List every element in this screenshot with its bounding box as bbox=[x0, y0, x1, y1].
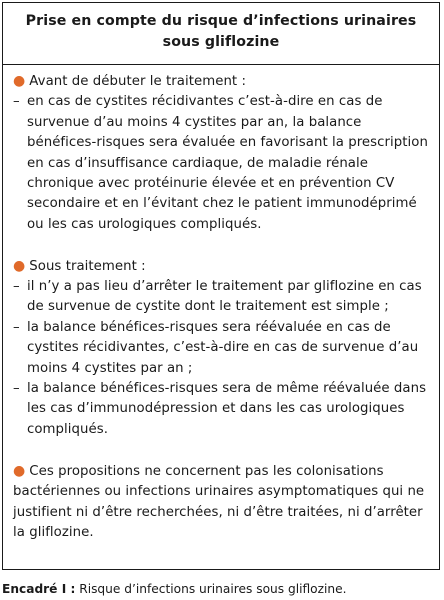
list-item-text: en cas de cystites récidivantes c’est-à-dire en cas de survenue d’au moins 4 cystites par an, la balance bénéfices-risques sera évaluée en favorisant la prescription en cas d’insuffisance cardiaque, de maladie rénale chronique avec protéinurie élevée et en prévention CV secondaire et en l’évitant chez le patient immunodéprimé ou les cas urologiques compliqués. bbox=[27, 94, 428, 232]
section-note-text: Ces propositions ne concernent pas les colonisations bactériennes ou infections urinaires asymptomatiques qui ne justifient ni d’être recherchées, ni d’être traitées, ni d’arrêter la gliflozine. bbox=[13, 463, 425, 540]
section-note-paragraph bbox=[13, 461, 433, 544]
figure-caption bbox=[2, 581, 347, 597]
dash-icon: – bbox=[13, 319, 20, 335]
info-box bbox=[2, 2, 440, 570]
dash-icon: – bbox=[13, 279, 20, 295]
bullet-icon: ● bbox=[13, 257, 26, 274]
list-item-text: la balance bénéfices-risques sera réévaluée en cas de cystites récidivantes, c’est-à-dire en cas de survenue d’au moins 4 cystites par an ; bbox=[27, 319, 419, 376]
box-title-line-1: Prise en compte du risque d’infections urinaires bbox=[25, 13, 417, 29]
box-content bbox=[13, 71, 433, 543]
section-heading-text: Avant de débuter le traitement : bbox=[29, 74, 247, 89]
section-heading bbox=[13, 256, 433, 277]
bullet-icon: ● bbox=[13, 462, 26, 479]
bullet-icon: ● bbox=[13, 73, 26, 89]
section-before-treatment bbox=[13, 71, 433, 235]
section-heading bbox=[13, 71, 433, 92]
dash-icon: – bbox=[13, 381, 20, 397]
list-item bbox=[13, 379, 433, 440]
section-note bbox=[13, 461, 433, 544]
caption-text: Risque d’infections urinaires sous gliflozine. bbox=[75, 582, 347, 596]
list-item bbox=[13, 318, 433, 379]
box-title bbox=[3, 3, 439, 65]
dash-icon: – bbox=[13, 94, 20, 110]
box-title-line-2: sous gliflozine bbox=[162, 34, 280, 50]
section-heading-text: Sous traitement : bbox=[29, 258, 146, 274]
list-item-text: il n’y a pas lieu d’arrêter le traitement par gliflozine en cas de survenue de cystite dont le traitement est simple ; bbox=[27, 279, 422, 315]
section-under-treatment bbox=[13, 256, 433, 441]
list-item bbox=[13, 277, 433, 318]
caption-label: Encadré I : bbox=[2, 582, 76, 596]
list-item bbox=[13, 92, 433, 235]
list-item-text: la balance bénéfices-risques sera de même réévaluée dans les cas d’immunodépression et dans les cas urologiques compliqués. bbox=[27, 381, 427, 437]
